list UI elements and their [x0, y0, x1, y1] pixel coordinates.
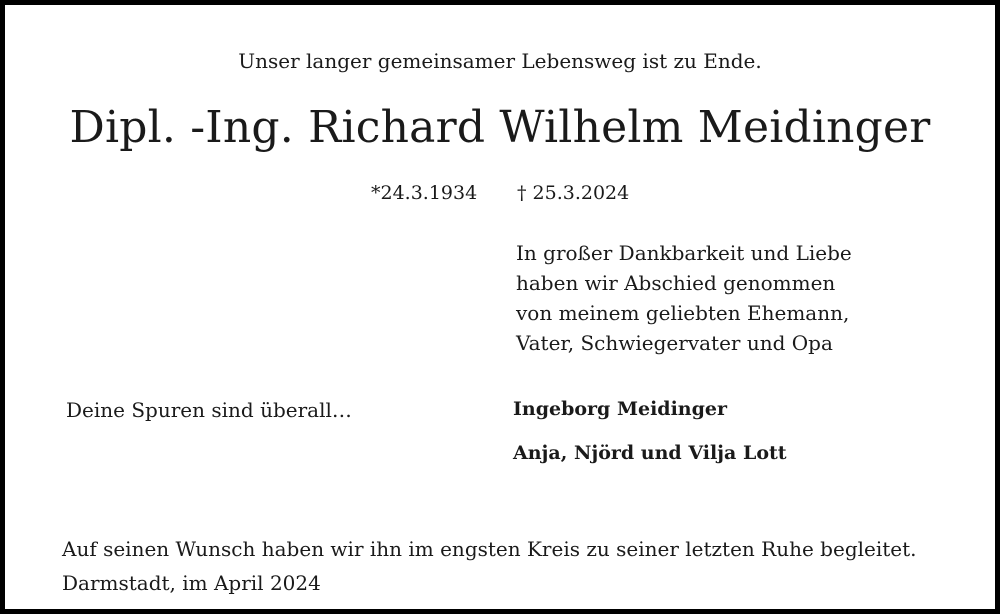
deceased-name: Dipl. -Ing. Richard Wilhelm Meidinger	[69, 102, 931, 153]
place-and-date: Darmstadt, im April 2024	[62, 571, 321, 595]
motto: Deine Spuren sind überall…	[66, 398, 352, 422]
death-date: † 25.3.2024	[517, 182, 630, 204]
farewell-line: von meinem geliebten Ehemann,	[516, 301, 850, 325]
farewell-line: Vater, Schwiegervater und Opa	[516, 331, 833, 355]
closing-statement: Auf seinen Wunsch haben wir ihn im engsten Kreis zu seiner letzten Ruhe begleitet.	[62, 537, 917, 561]
mourner-name: Anja, Njörd und Vilja Lott	[513, 442, 787, 464]
farewell-text	[516, 238, 852, 358]
farewell-line: In großer Dankbarkeit und Liebe	[516, 241, 852, 265]
birth-date: *24.3.1934	[371, 182, 478, 204]
mourner-name: Ingeborg Meidinger	[513, 398, 727, 420]
farewell-line: haben wir Abschied genommen	[516, 271, 836, 295]
intro-line: Unser langer gemeinsamer Lebensweg ist zu Ende.	[238, 49, 762, 73]
